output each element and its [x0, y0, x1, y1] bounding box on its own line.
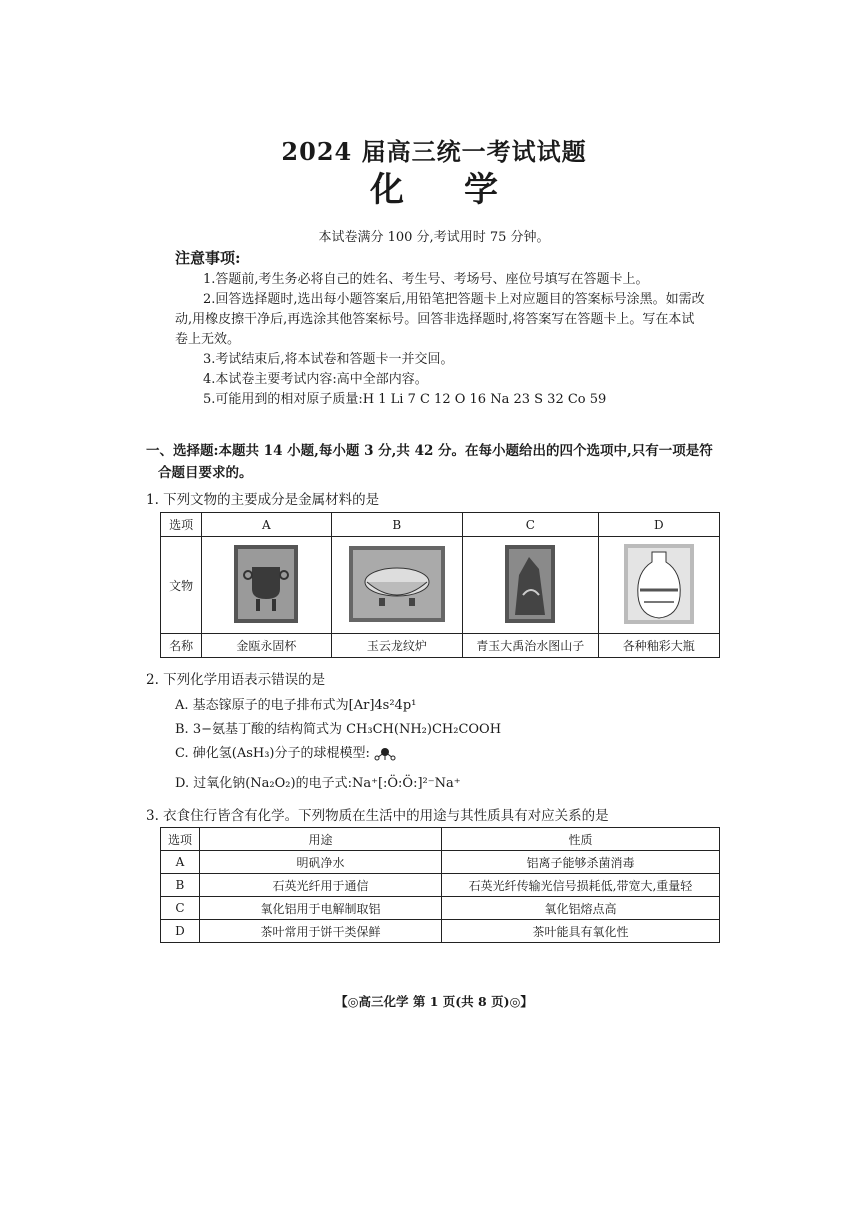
- notice-item: 3.考试结束后,将本试卷和答题卡一并交回。: [203, 352, 454, 367]
- table-cell: 氧化铝熔点高: [442, 897, 720, 920]
- table-cell: 茶叶常用于饼干类保鲜: [199, 920, 441, 943]
- option-label: D: [598, 513, 719, 537]
- artifact-name: 青玉大禹治水图山子: [463, 634, 598, 658]
- table-cell: 氧化铝用于电解制取铝: [199, 897, 441, 920]
- jade-censer-image: [349, 546, 445, 622]
- notice-item: 2.回答选择题时,选出每小题答案后,用铅笔把答题卡上对应题目的答案标号涂黑。如需改动,用橡皮擦干净后,再选涂其他答案标号。回答非选择题时,将答案写在答题卡上。写在本试卷上无效。: [175, 292, 705, 347]
- artifact-photo-d: [598, 537, 719, 634]
- question-1-table: [160, 512, 720, 658]
- table-header: 性质: [442, 828, 720, 851]
- golden-cup-image: [234, 545, 298, 623]
- question-3-table: [160, 827, 720, 943]
- question-2-option-a: A. 基态镓原子的电子排布式为[Ar]4s²4p¹: [175, 698, 417, 713]
- row-label: 名称: [161, 634, 202, 658]
- table-row: [161, 897, 720, 920]
- notice-item: 5.可能用到的相对原子质量:H 1 Li 7 C 12 O 16 Na 23 S 32 Co 59: [203, 392, 607, 407]
- artifact-photo-c: [463, 537, 598, 634]
- option-label: A: [202, 513, 331, 537]
- glazed-vase-image: [624, 544, 694, 624]
- jade-mountain-image: [505, 545, 555, 623]
- table-cell: 明矾净水: [199, 851, 441, 874]
- table-header: 选项: [161, 828, 200, 851]
- exam-meta: 本试卷满分 100 分,考试用时 75 分钟。: [318, 230, 550, 245]
- artifact-name: 金瓯永固杯: [202, 634, 331, 658]
- row-label: 文物: [161, 537, 202, 634]
- table-cell: D: [161, 920, 200, 943]
- exam-title: 2024 届高三统一考试试题: [281, 137, 587, 166]
- artifact-name: 各种釉彩大瓶: [598, 634, 719, 658]
- table-cell: C: [161, 897, 200, 920]
- table-cell: 茶叶能具有氧化性: [442, 920, 720, 943]
- option-label: C: [463, 513, 598, 537]
- question-2-option-b: B. 3−氨基丁酸的结构简式为 CH₃CH(NH₂)CH₂COOH: [175, 722, 502, 737]
- table-cell: 石英光纤传输光信号损耗低,带宽大,重量轻: [442, 874, 720, 897]
- option-label: B: [331, 513, 462, 537]
- question-2-option-c: [175, 742, 396, 761]
- section-line: 合题目要求的。: [158, 465, 253, 481]
- artifact-photo-a: [202, 537, 331, 634]
- table-row: [161, 851, 720, 874]
- table-cell: 铝离子能够杀菌消毒: [442, 851, 720, 874]
- table-cell: B: [161, 874, 200, 897]
- question-2-stem: 2. 下列化学用语表示错误的是: [146, 672, 326, 688]
- subject-title: 化学: [370, 170, 558, 210]
- table-row: [161, 874, 720, 897]
- question-3-stem: 3. 衣食住行皆含有化学。下列物质在生活中的用途与其性质具有对应关系的是: [146, 808, 609, 824]
- option-text: C. 砷化氢(AsH₃)分子的球棍模型:: [175, 746, 370, 761]
- section-heading: [146, 440, 731, 484]
- row-label: 选项: [161, 513, 202, 537]
- ball-and-stick-model-icon: [374, 747, 396, 761]
- section-line: 一、选择题:本题共 14 小题,每小题 3 分,共 42 分。在每小题给出的四个选项中,只有一项是符: [146, 443, 713, 459]
- question-1-stem: 1. 下列文物的主要成分是金属材料的是: [146, 492, 380, 508]
- notice-item: 1.答题前,考生务必将自己的姓名、考生号、考场号、座位号填写在答题卡上。: [203, 272, 649, 287]
- table-cell: A: [161, 851, 200, 874]
- artifact-photo-b: [331, 537, 462, 634]
- notice-heading: 注意事项:: [175, 249, 241, 267]
- notice-item: 4.本试卷主要考试内容:高中全部内容。: [203, 372, 428, 387]
- question-2-option-d: D. 过氧化钠(Na₂O₂)的电子式:Na⁺[:Ö:Ö:]²⁻Na⁺: [175, 776, 461, 791]
- page-footer: 【◎高三化学 第 1 页(共 8 页)◎】: [335, 994, 533, 1009]
- table-cell: 石英光纤用于通信: [199, 874, 441, 897]
- artifact-name: 玉云龙纹炉: [331, 634, 462, 658]
- table-header: 用途: [199, 828, 441, 851]
- notice-list: [175, 270, 705, 410]
- table-row: [161, 920, 720, 943]
